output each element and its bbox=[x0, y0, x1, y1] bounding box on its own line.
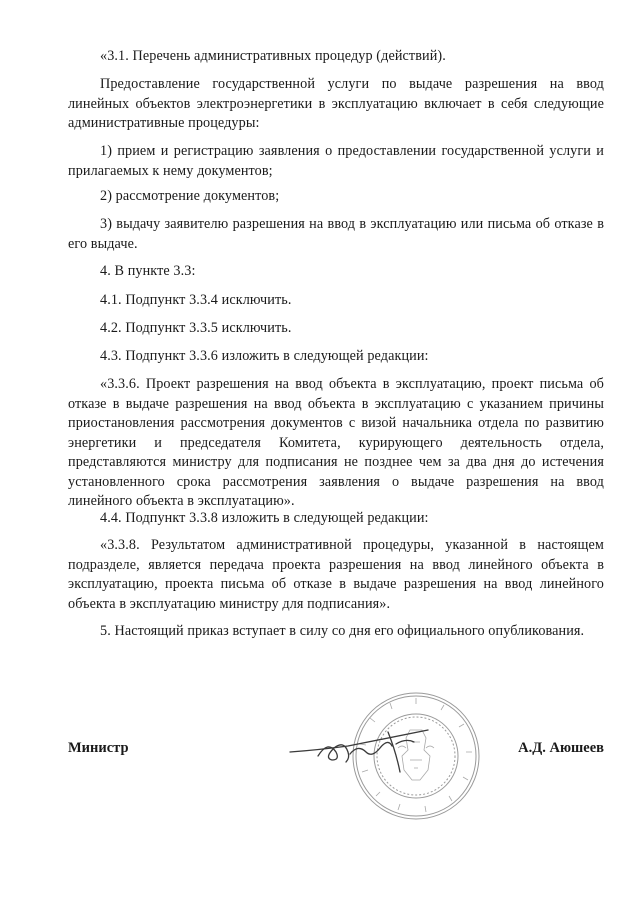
quote-3-3-8: «3.3.8. Результатом административной процедуры, указанной в настоящем подразделе, является передача проекта разрешения на ввод линейного объекта в эксплуатацию, проекта письма об отказе в выдаче разрешения на ввод линейного объекта в эксплуатацию министру для подписания». bbox=[68, 537, 604, 612]
list-item-2: 2) рассмотрение документов; bbox=[100, 188, 280, 204]
signature-block bbox=[68, 740, 604, 764]
paragraph-4: 4. В пункте 3.3: bbox=[100, 263, 196, 279]
paragraph-5: 5. Настоящий приказ вступает в силу со дня его официального опубликования. bbox=[100, 623, 585, 639]
list-item-3: 3) выдачу заявителю разрешения на ввод в эксплуатацию или письма об отказе в его выдаче. bbox=[68, 216, 604, 252]
paragraph-intro: Предоставление государственной услуги по выдаче разрешения на ввод линейных объектов электроэнергетики в эксплуатацию включает в себя следующие административные процедуры: bbox=[68, 76, 604, 131]
paragraph-4-2: 4.2. Подпункт 3.3.5 исключить. bbox=[100, 320, 292, 336]
quote-3-3-6: «3.3.6. Проект разрешения на ввод объекта в эксплуатацию, проект письма об отказе в выдаче разрешения на ввод объекта в эксплуатацию с указанием причины приостановления рассмотрения документов с визой начальника отдела по развитию энергетики и председателя Комитета, курирующего деятельность отдела, представляются министру для подписания не позднее чем за два дня до истечения установленного срока рассмотрения заявления о выдаче разрешения на ввод линейного объекта в эксплуатацию». bbox=[68, 376, 604, 509]
paragraph-4-1: 4.1. Подпункт 3.3.4 исключить. bbox=[100, 292, 292, 308]
paragraph-4-3: 4.3. Подпункт 3.3.6 изложить в следующей редакции: bbox=[100, 348, 429, 364]
paragraph-4-4: 4.4. Подпункт 3.3.8 изложить в следующей редакции: bbox=[100, 510, 429, 526]
signatory-name: А.Д. Аюшеев bbox=[518, 740, 604, 756]
paragraph-3-1-heading: «3.1. Перечень административных процедур (действий). bbox=[100, 48, 446, 64]
signatory-title: Министр bbox=[68, 740, 129, 756]
list-item-1: 1) прием и регистрацию заявления о предоставлении государственной услуги и прилагаемых к нему документов; bbox=[68, 143, 604, 179]
